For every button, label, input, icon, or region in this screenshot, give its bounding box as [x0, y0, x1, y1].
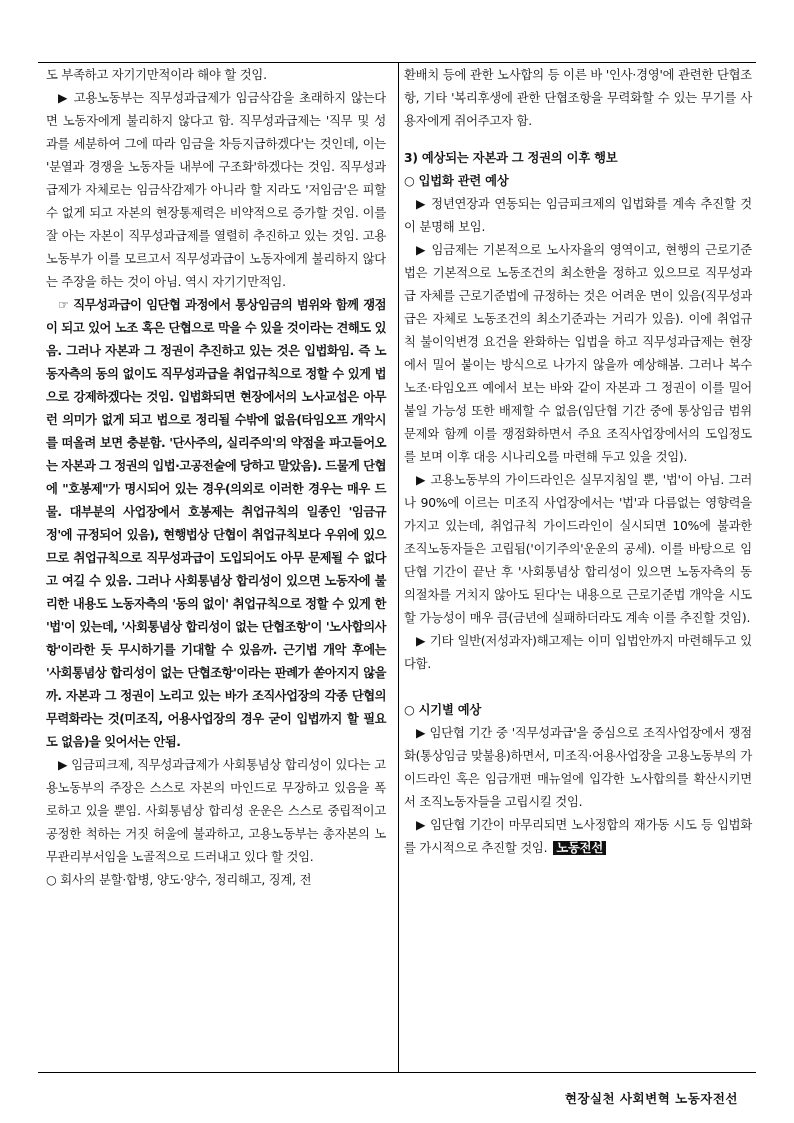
paragraph: ▶ 임금피크제, 직무성과급제가 사회통념상 합리성이 있다는 고용노동부의 주장은 스스로 자본의 마인드로 무장하고 있음을 폭로하고 있을 뿐임. 사회통념상 합리성 운운은 스스로 중립적이고 공정한 척하는 거짓 허울에 불과하고, 고용노동부는 총자본의 노무관리부서임을 노골적으로 드러내고 있다 할 것임. — [46, 758, 386, 864]
paragraph: ○ 회사의 분할·합병, 양도·양수, 정리해고, 징계, 전 — [46, 873, 312, 887]
paragraph: 도 부족하고 자기기만적이라 해야 할 것임. — [46, 68, 267, 82]
note-paragraph: ☞ 직무성과급이 임단협 과정에서 통상임금의 범위와 함께 쟁점이 되고 있어 노조 혹은 단협으로 막을 수 있을 것이라는 견해도 있음. 그러나 자본과 그 정권이 추진하고 있는 것은 입법화임. 즉 노동자측의 동의 없이도 직무성과급을 취업규칙으로 정할 수 있게 법으로 강제하겠다는 것임. 입법화되면 현장에서의 노사교섭은 아무런 의미가 없게 되고 법으로 정리될 수밖에 없음(타임오프 개악시를 떠올려 보면 충분함. '단사주의, 실리주의'의 약점을 파고들어오는 자본과 그 정권의 입법·고공전술에 당하고 말았음). 드물게 단협에 "호봉제"가 명시되어 있는 경우(의외로 이러한 경우는 매우 드물. 대부분의 사업장에서 호봉제는 취업규칙의 일종인 '임금규정'에 규정되어 있음), 현행법상 단협이 취업규칙보다 우위에 있으므로 취업규칙으로 직무성과급이 도입되어도 아무 문제될 수 없다고 여길 수 있음. 그러나 사회통념상 합리성이 있으면 노동자에 불리한 내용도 노동자측의 '동의 없이' 취업규칙으로 정할 수 있게 한 '법'이 있는데, '사회통념상 합리성이 없는 단협조항'이 '노사합의사항'이라한 듯 무시하기를 기대할 수 있음까. 근기법 개악 후에는 '사회통념상 합리성이 없는 단협조항'이라는 판례가 쏟아지지 않을까. 자본과 그 정권이 노리고 있는 바가 조직사업장의 각종 단협의 무력화라는 것(미조직, 어용사업장의 경우 굳이 입법까지 할 필요도 없음)을 잊어서는 안됨. — [46, 298, 386, 749]
bottom-rule — [38, 1072, 756, 1073]
paragraph-text: ▶ 임단협 기간이 마무리되면 노사정합의 재가동 시도 등 입법화를 가시적으로 추진할 것임. — [404, 818, 752, 855]
paragraph: ▶ 기타 일반(저성과자)해고제는 이미 입법안까지 마련해두고 있다함. — [404, 634, 752, 671]
footer-text: 현장실천 사회변혁 노동자전선 — [564, 1091, 738, 1106]
right-column — [404, 64, 752, 860]
column-divider — [398, 62, 399, 1072]
paragraph: ▶ 임금제는 기본적으로 노사자율의 영역이고, 현행의 근로기준법은 기본적으로 노동조건의 최소한을 정하고 있으므로 직무성과급 자체를 근로기준법에 규정하는 것은 어려운 면이 있음(직무성과급은 자체로 노동조건의 최소기준과는 거리가 있음). 이에 취업규칙 불이익변경 요건을 완화하는 입법을 하고 직무성과급제는 현장에서 밀어 붙이는 방식으로 나가지 않을까 예상해봄. 그러나 복수노조·타임오프 예에서 보는 바와 같이 자본과 그 정권이 이를 밀어붙일 가능성 또한 배제할 수 없음(임단협 기간 중에 통상임금 범위 문제와 함께 이를 쟁점화하면서 주요 조직사업장에서의 도입정도를 보며 이후 대응 시나리오를 마련해 두고 있을 것임). — [404, 243, 752, 464]
left-column — [46, 64, 386, 892]
paragraph: ▶ 임단협 기간 중 '직무성과급'을 중심으로 조직사업장에서 쟁점화(통상임금 맞불용)하면서, 미조직·어용사업장을 고용노동부의 가이드라인 혹은 임금개편 매뉴얼에 입각한 노사합의를 확산시키면서 조직노동자들을 고립시킬 것임. — [404, 726, 752, 809]
paragraph: 환배치 등에 관한 노사합의 등 이른 바 '인사·경영'에 관련한 단협조항, 기타 '복리후생에 관한 단협조항을 무력화할 수 있는 무기를 사용자에게 쥐어주고자 함. — [404, 68, 752, 128]
subsection-heading: ○ 시기별 예상 — [404, 703, 482, 717]
top-rule — [38, 62, 756, 63]
spacer — [404, 676, 752, 699]
section-heading: 3) 예상되는 자본과 그 정권의 이후 행보 — [404, 151, 618, 165]
publisher-badge: 노동전선 — [553, 841, 606, 855]
paragraph: ▶ 고용노동부의 가이드라인은 실무지침일 뿐, '법'이 아님. 그러나 90%에 이르는 미조직 사업장에서는 '법'과 다름없는 영향력을 가지고 있는데, 취업규칙 가이드라인이 실시되면 10%에 불과한 조직노동자들은 고립됨('이기주의'운운의 공세). 이를 바탕으로 임단협 기간이 끝난 후 '사회통념상 합리성이 있으면 노동자측의 동의절차를 거치지 않아도 된다'는 내용으로 근로기준법 개악을 시도할 가능성이 매우 큼(금년에 실패하더라도 계속 이를 추진할 것임). — [404, 473, 752, 625]
paragraph: ▶ 정년연장과 연동되는 임금피크제의 입법화를 계속 추진할 것이 분명해 보임. — [404, 197, 752, 234]
paragraph: ▶ 고용노동부는 직무성과급제가 임금삭감을 초래하지 않는다면 노동자에게 불리하지 않다고 함. 직무성과급제는 '직무 및 성과를 세분하여 그에 따라 임금을 차등지급하겠다'는 것인데, 이는 '분열과 경쟁을 노동자들 내부에 구조화'하겠다는 것임. 직무성과급제가 자체로는 임금삭감제가 아니라 할 지라도 '저임금'은 피할 수 없게 되고 자본의 현장통제력은 비약적으로 증가할 것임. 이를 잘 아는 자본이 직무성과급제를 열렬히 추진하고 있는 것임. 고용노동부가 이를 모르고서 직무성과급이 노동자에게 불리하지 않다는 주장을 하는 것이 아님. 역시 자기기만적임. — [46, 91, 386, 289]
paragraph — [404, 814, 752, 860]
subsection-heading: ○ 입법화 관련 예상 — [404, 174, 509, 188]
